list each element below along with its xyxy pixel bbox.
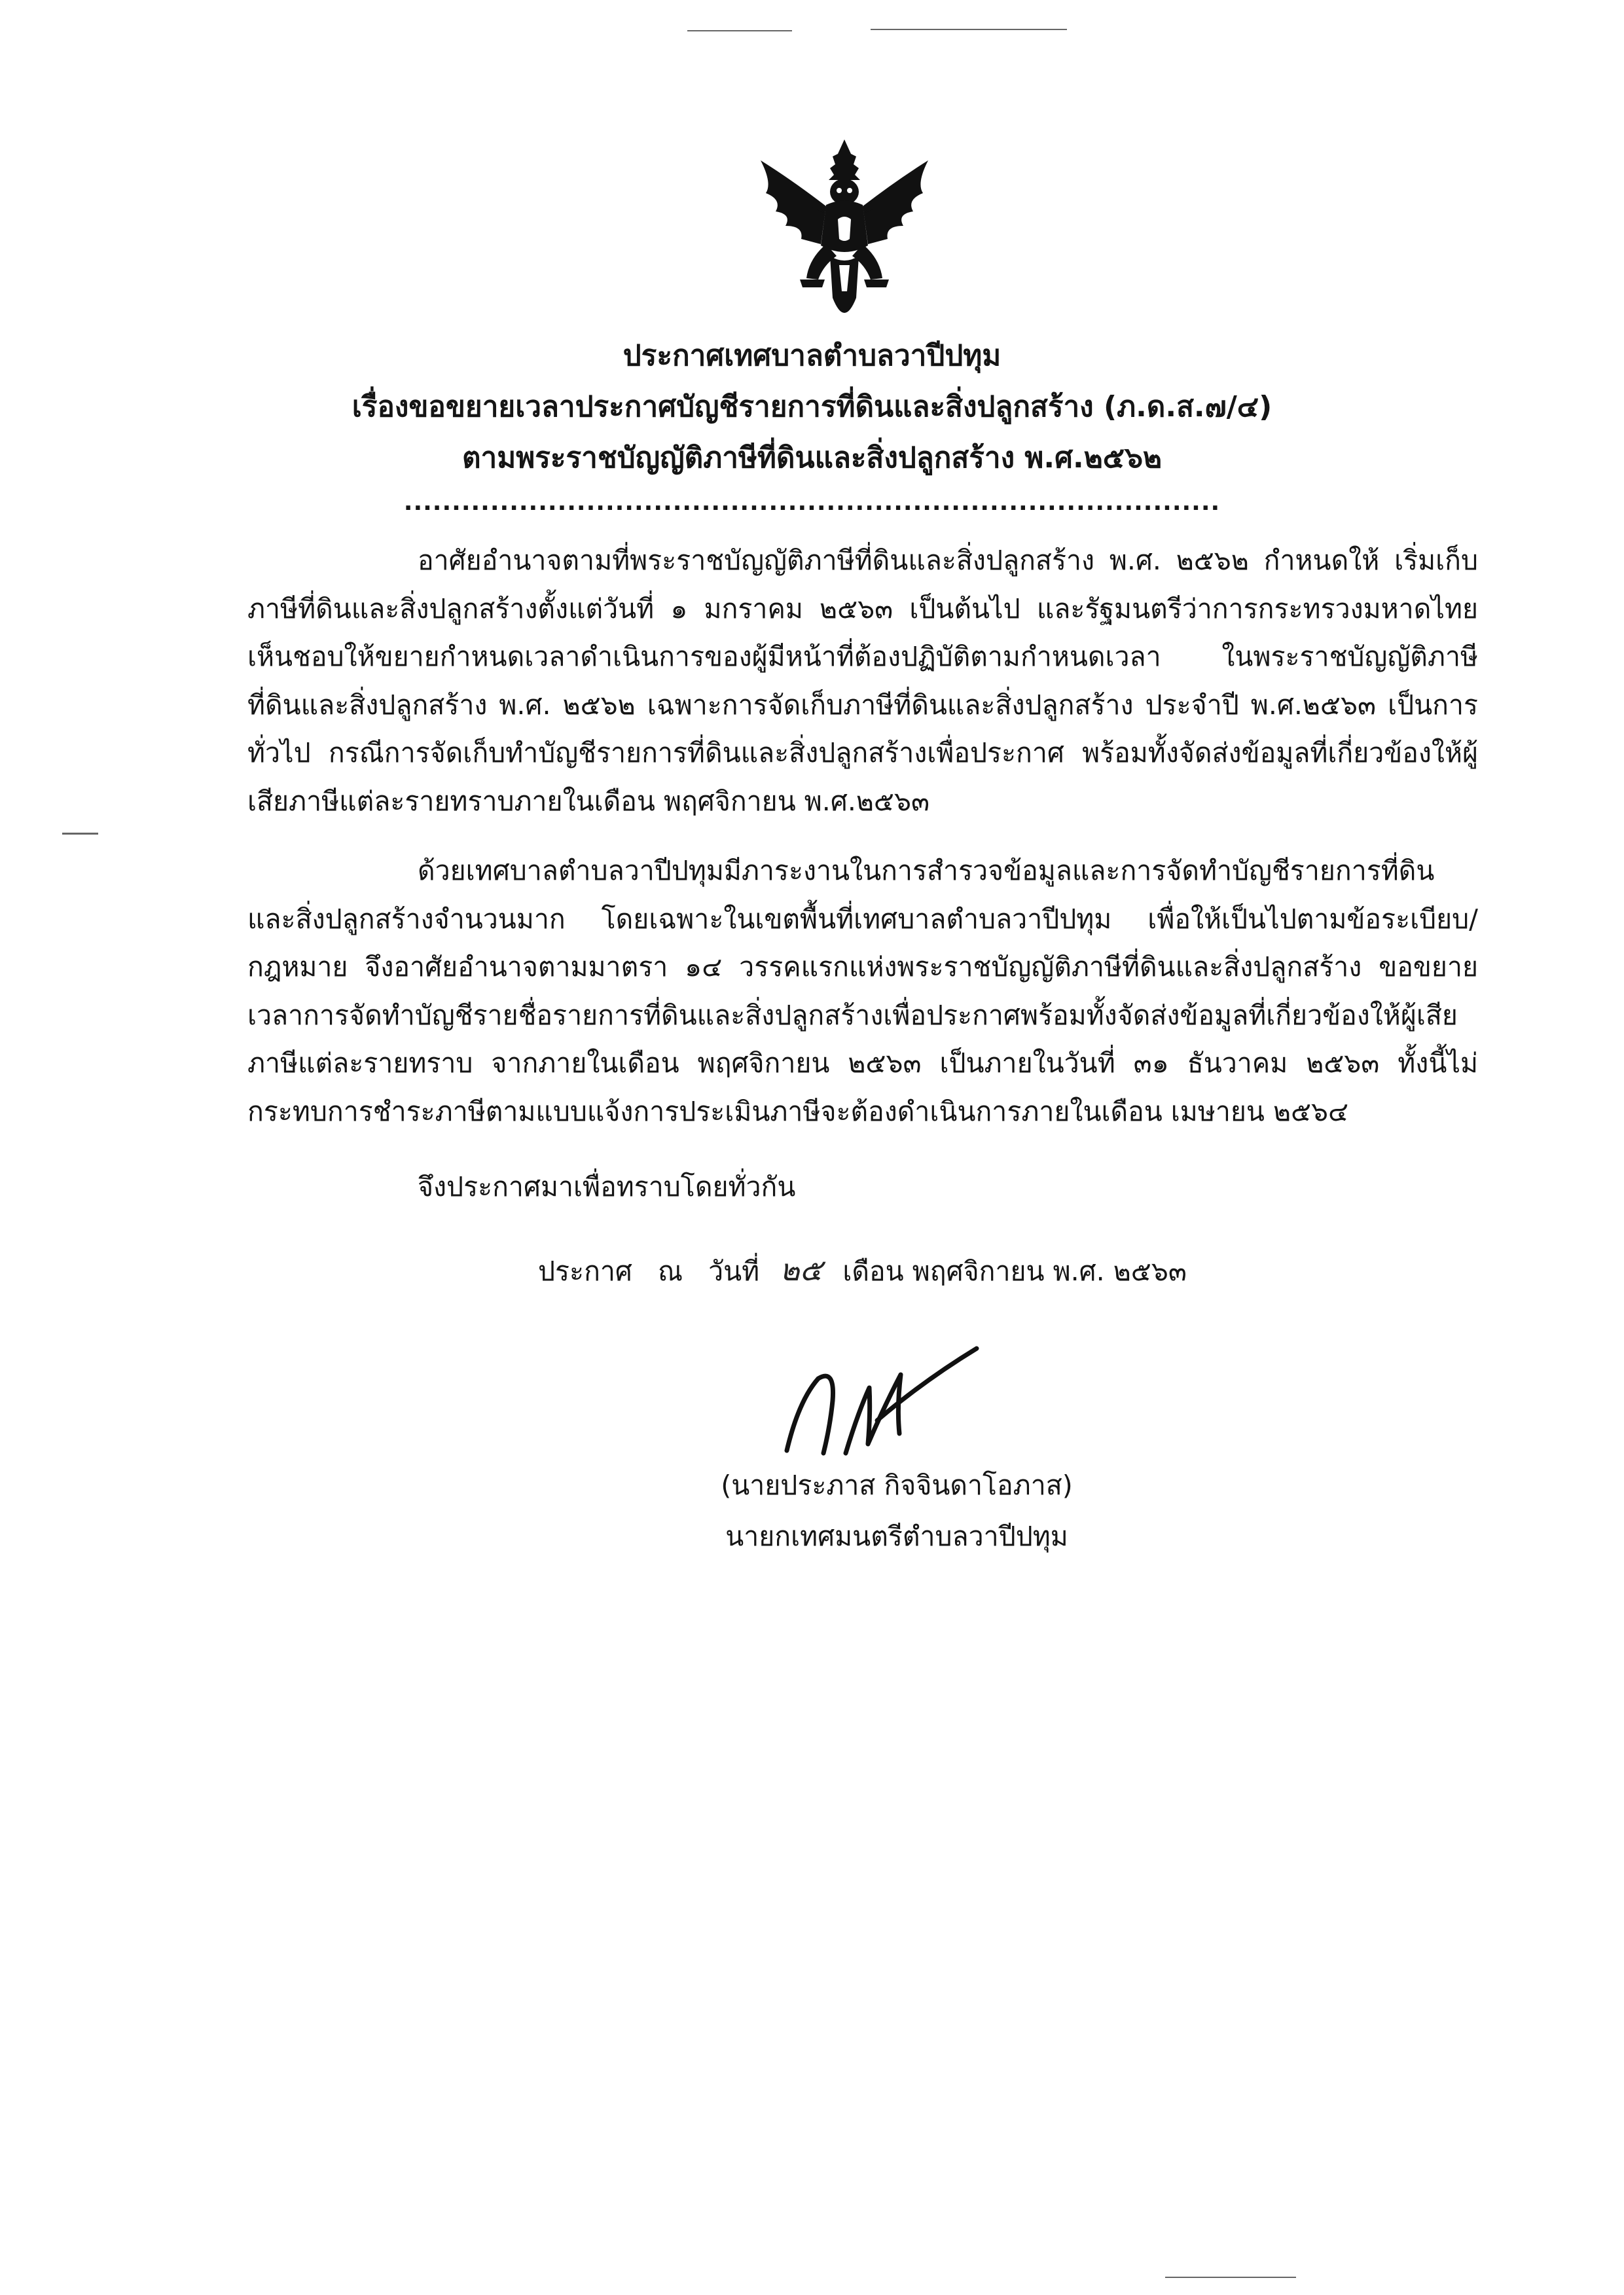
dateline-announced: ประกาศ: [538, 1256, 632, 1287]
dateline-day-label: วันที่: [708, 1256, 760, 1287]
scan-artifact: [871, 29, 1067, 30]
scan-artifact: [687, 30, 792, 31]
announcement-title: ประกาศเทศบาลตำบลวาปีปทุม: [623, 339, 1001, 372]
title-separator: .....................................................................................: [403, 489, 1221, 516]
dateline-year: ๒๕๖๓: [1113, 1256, 1187, 1287]
announcement-law-reference: ตามพระราชบัญญัติภาษีที่ดินและสิ่งปลูกสร้าง พ.ศ.๒๕๖๒: [461, 441, 1163, 475]
signer-block: [700, 1460, 1093, 1562]
scan-artifact: [62, 833, 98, 835]
body-paragraph-2: ด้วยเทศบาลตำบลวาปีปทุมมีภาระงานในการสำรวจข้อมูลและการจัดทำบัญชีรายการที่ดินและสิ่งปลูกสร้างจำนวนมาก โดยเฉพาะในเขตพื้นที่เทศบาลตำบลวาปีปทุม เพื่อให้เป็นไปตามข้อระเบียบ/กฎหมาย จึงอาศัยอำนาจตามมาตรา ๑๔ วรรคแรกแห่งพระราชบัญญัติภาษีที่ดินและสิ่งปลูกสร้าง ขอขยายเวลาการจัดทำบัญชีรายชื่อรายการที่ดินและสิ่งปลูกสร้างเพื่อประกาศพร้อมทั้งจัดส่งข้อมูลที่เกี่ยวข้องให้ผู้เสียภาษีแต่ละรายทราบ จากภายในเดือน พฤศจิกายน ๒๕๖๓ เป็นภายในวันที่ ๓๑ ธันวาคม ๒๕๖๓ ทั้งนี้ไม่กระทบการชำระภาษีตามแบบแจ้งการประเมินภาษีจะต้องดำเนินการภายในเดือน เมษายน ๒๕๖๔: [247, 855, 1478, 1127]
dateline-at: ณ: [658, 1256, 683, 1287]
garuda-emblem-icon: [746, 134, 943, 334]
announcement-dateline: [538, 1247, 1187, 1294]
body-paragraph-1: อาศัยอำนาจตามที่พระราชบัญญัติภาษีที่ดินและสิ่งปลูกสร้าง พ.ศ. ๒๕๖๒ กำหนดให้ เริ่มเก็บภาษีที่ดินและสิ่งปลูกสร้างตั้งแต่วันที่ ๑ มกราคม ๒๕๖๓ เป็นต้นไป และรัฐมนตรีว่าการกระทรวงมหาดไทยเห็นชอบให้ขยายกำหนดเวลาดำเนินการของผู้มีหน้าที่ต้องปฏิบัติตามกำหนดเวลา ในพระราชบัญญัติภาษีที่ดินและสิ่งปลูกสร้าง พ.ศ. ๒๕๖๒ เฉพาะการจัดเก็บภาษีที่ดินและสิ่งปลูกสร้าง ประจำปี พ.ศ.๒๕๖๓ เป็นการทั่วไป กรณีการจัดเก็บทำบัญชีรายการที่ดินและสิ่งปลูกสร้างเพื่อประกาศ พร้อมทั้งจัดส่งข้อมูลที่เกี่ยวข้องให้ผู้เสียภาษีแต่ละรายทราบภายในเดือน พฤศจิกายน พ.ศ.๒๕๖๓: [247, 545, 1478, 817]
dateline-month: พฤศจิกายน: [912, 1256, 1045, 1287]
handwritten-signature: [772, 1322, 982, 1479]
announcement-subject: เรื่องขอขยายเวลาประกาศบัญชีรายการที่ดินและสิ่งปลูกสร้าง (ภ.ด.ส.๗/๔): [352, 390, 1272, 424]
signer-position: นายกเทศมนตรีตำบลวาปีปทุม: [725, 1521, 1068, 1552]
dateline-month-label: เดือน: [842, 1256, 904, 1287]
announcement-body: [247, 537, 1478, 1136]
closing-statement: จึงประกาศมาเพื่อทราบโดยทั่วกัน: [418, 1171, 796, 1202]
dateline-day: ๒๕: [780, 1252, 823, 1288]
scan-artifact: [1165, 2277, 1296, 2278]
dateline-year-label: พ.ศ.: [1053, 1256, 1105, 1287]
announcement-header: [0, 331, 1624, 519]
signer-name: (นายประภาส กิจจินดาโอภาส): [721, 1470, 1073, 1501]
